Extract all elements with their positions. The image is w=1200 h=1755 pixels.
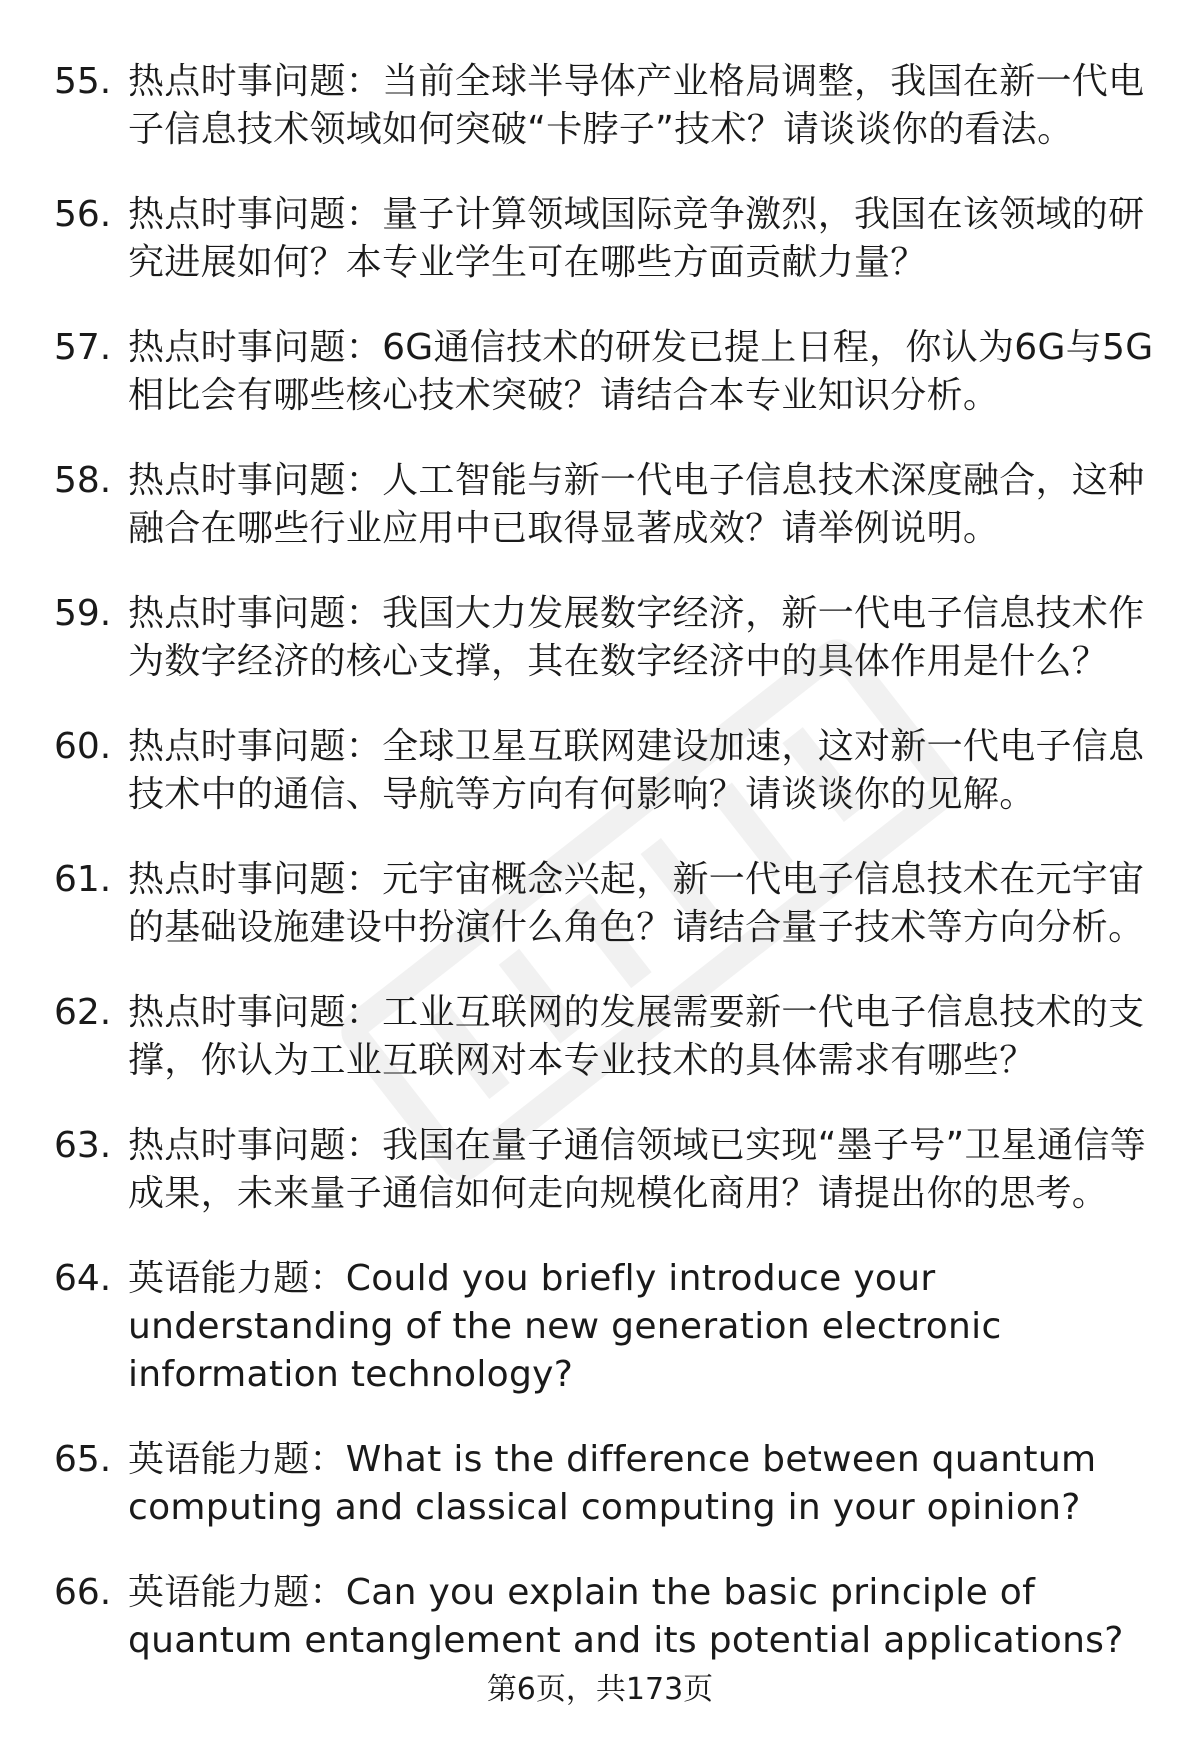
question-list: [54, 58, 1164, 1702]
question-number: 56.: [54, 194, 112, 235]
question-text: 热点时事问题：全球卫星互联网建设加速，这对新一代电子信息技术中的通信、导航等方向有何影响？请谈谈你的见解。: [128, 726, 1145, 815]
question-item-63: [54, 1122, 1164, 1218]
question-item-66: [54, 1569, 1164, 1665]
question-item-61: [54, 856, 1164, 952]
question-text: 英语能力题：Can you explain the basic principle of quantum entanglement and its potential applications?: [128, 1572, 1124, 1661]
question-text: 英语能力题：Could you briefly introduce your understanding of the new generation electronic information technology?: [128, 1258, 1002, 1395]
question-number: 62.: [54, 992, 112, 1033]
question-number: 58.: [54, 460, 112, 501]
question-text: 热点时事问题：人工智能与新一代电子信息技术深度融合，这种融合在哪些行业应用中已取得显著成效？请举例说明。: [128, 460, 1145, 549]
question-item-62: [54, 989, 1164, 1085]
question-number: 57.: [54, 327, 112, 368]
question-number: 64.: [54, 1258, 112, 1299]
question-number: 55.: [54, 61, 112, 102]
question-item-56: [54, 191, 1164, 287]
question-number: 66.: [54, 1572, 112, 1613]
question-number: 59.: [54, 593, 112, 634]
question-item-58: [54, 457, 1164, 553]
page-footer: 第6页，共173页: [486, 1672, 714, 1707]
question-text: 热点时事问题：量子计算领域国际竞争激烈，我国在该领域的研究进展如何？本专业学生可在哪些方面贡献力量？: [128, 194, 1145, 283]
question-text: 热点时事问题：6G通信技术的研发已提上日程，你认为6G与5G相比会有哪些核心技术突破？请结合本专业知识分析。: [128, 327, 1154, 416]
question-text: 热点时事问题：工业互联网的发展需要新一代电子信息技术的支撑，你认为工业互联网对本专业技术的具体需求有哪些？: [128, 992, 1145, 1081]
question-number: 65.: [54, 1439, 112, 1480]
question-text: 热点时事问题：我国大力发展数字经济，新一代电子信息技术作为数字经济的核心支撑，其在数字经济中的具体作用是什么？: [128, 593, 1145, 682]
question-text: 热点时事问题：元宇宙概念兴起，新一代电子信息技术在元宇宙的基础设施建设中扮演什么角色？请结合量子技术等方向分析。: [128, 859, 1145, 948]
question-text: 英语能力题：What is the difference between quantum computing and classical computing in your opinion?: [128, 1439, 1097, 1528]
question-number: 63.: [54, 1125, 112, 1166]
question-item-59: [54, 590, 1164, 686]
question-item-57: [54, 324, 1164, 420]
question-number: 60.: [54, 726, 112, 767]
question-text: 热点时事问题：我国在量子通信领域已实现“墨子号”卫星通信等成果，未来量子通信如何走向规模化商用？请提出你的思考。: [128, 1125, 1147, 1214]
question-item-60: [54, 723, 1164, 819]
question-item-65: [54, 1436, 1164, 1532]
question-text: 热点时事问题：当前全球半导体产业格局调整，我国在新一代电子信息技术领域如何突破“卡脖子”技术？请谈谈你的看法。: [128, 61, 1145, 150]
question-number: 61.: [54, 859, 112, 900]
question-item-55: [54, 58, 1164, 154]
question-item-64: [54, 1255, 1164, 1399]
